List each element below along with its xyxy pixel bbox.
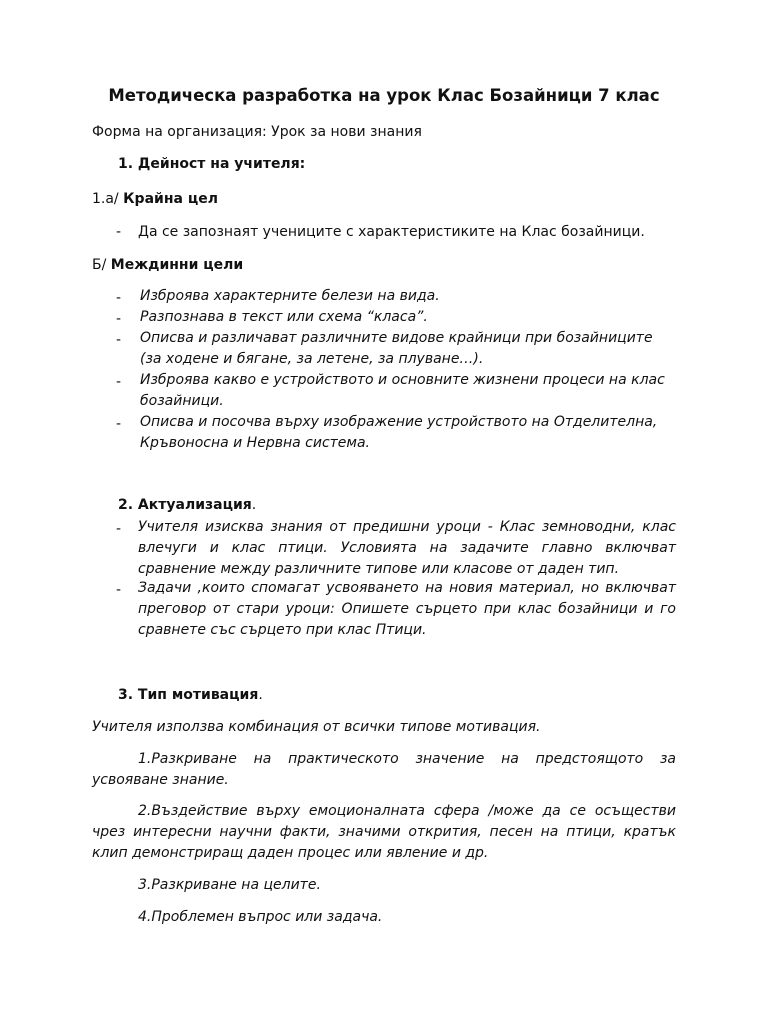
intermediate-item: Разпознава в текст или схема “класа”. xyxy=(140,309,428,325)
intermediate-item: Изброява характерните белези на вида. xyxy=(140,288,440,304)
section2-heading: 2. Актуализация xyxy=(118,497,252,513)
dash-bullet: - xyxy=(116,290,122,306)
intermediate-label: Междинни цели xyxy=(110,257,244,273)
dash-bullet: - xyxy=(116,521,122,537)
section3-heading: 3. Тип мотивация xyxy=(118,687,259,703)
section3-heading-line xyxy=(118,685,263,705)
actualization-item: Задачи ,които спомагат усвояването на новия материал, но включват преговор от стари уроци: Опишете сърцето при клас бозайници и го сравнете със сърцето при клас Птици. xyxy=(138,580,676,638)
final-goal-label: Крайна цел xyxy=(123,191,218,207)
dash-bullet: - xyxy=(116,374,122,390)
motivation-point: 2.Въздействие върху емоционалната сфера /може да се осъществи чрез интересни научни факти, значими открития, песен на птици, кратък клип демонстриращ даден процес или явление и др. xyxy=(92,803,676,861)
dash-bullet: - xyxy=(116,224,122,240)
motivation-intro: Учителя използва комбинация от всички типове мотивация. xyxy=(92,719,541,735)
section3-heading-suffix: . xyxy=(258,687,263,703)
section2-heading-suffix: . xyxy=(251,497,257,513)
section2-heading-line xyxy=(118,495,256,515)
organization-form: Форма на организация: Урок за нови знания xyxy=(92,124,422,140)
document-title: Методическа разработка на урок Клас Бозайници 7 клас xyxy=(108,86,660,105)
motivation-point: 3.Разкриване на целите. xyxy=(138,877,321,893)
dash-bullet: - xyxy=(116,416,122,432)
intermediate-item: Изброява какво е устройството и основните жизнени процеси на клас бозайници. xyxy=(140,372,665,409)
final-goal-prefix: 1.а/ xyxy=(92,191,124,207)
section1-heading: 1. Дейност на учителя: xyxy=(118,156,306,172)
final-goal-line xyxy=(92,189,218,209)
intermediate-goals-line xyxy=(92,255,243,275)
final-goal-item: Да се запознаят учениците с характеристиките на Клас бозайници. xyxy=(138,224,645,240)
actualization-item: Учителя изисква знания от предишни уроци - Клас земноводни, клас влечуги и клас птици. Условията на задачите главно включват сравнение между различните типове или класове от даден тип. xyxy=(138,519,676,577)
intermediate-prefix: Б/ xyxy=(92,257,111,273)
dash-bullet: - xyxy=(116,582,122,598)
intermediate-item: Описва и различават различните видове крайници при бозайниците (за ходене и бягане, за летене, за плуване…). xyxy=(140,330,653,367)
intermediate-item: Описва и посочва върху изображение устройството на Отделителна, Кръвоносна и Нервна система. xyxy=(140,414,658,451)
motivation-point: 4.Проблемен въпрос или задача. xyxy=(138,909,383,925)
dash-bullet: - xyxy=(116,332,122,348)
motivation-point: 1.Разкриване на практическото значение на предстоящото за усвояване знание. xyxy=(92,751,676,788)
dash-bullet: - xyxy=(116,311,122,327)
